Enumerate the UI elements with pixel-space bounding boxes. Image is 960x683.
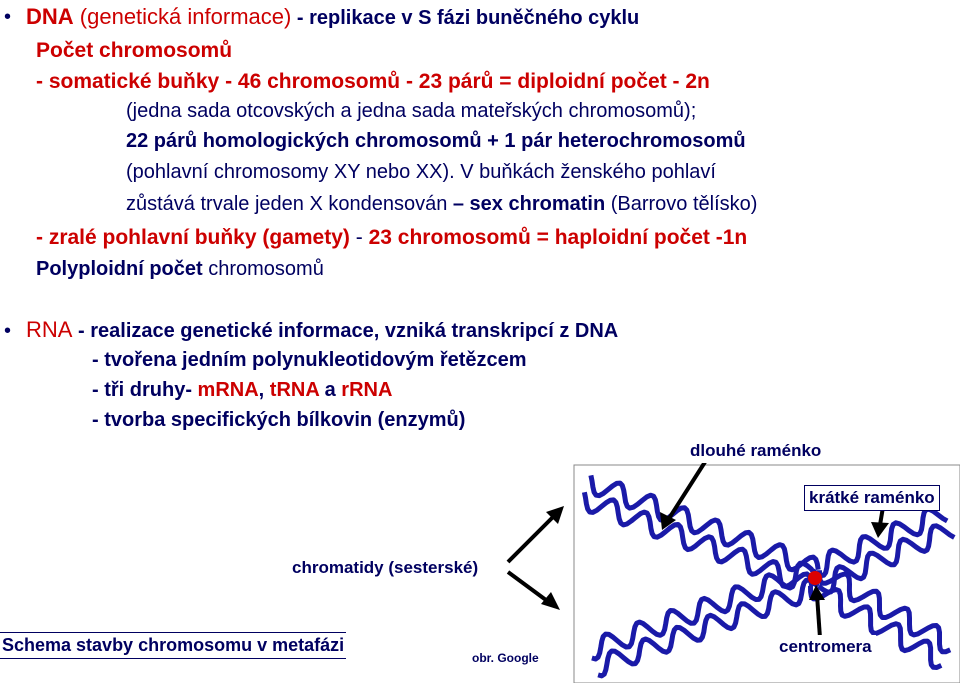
rna-title: RNA xyxy=(26,317,73,342)
comma: , xyxy=(258,379,270,401)
centromere-dot xyxy=(808,571,822,585)
centromere-label: centromera xyxy=(775,635,876,659)
trna-text: tRNA xyxy=(269,379,320,401)
figure-caption: Schema stavby chromosomu v metafázi xyxy=(0,632,346,659)
gametes-sep: - xyxy=(349,226,369,249)
female-cells-text: V buňkách ženského pohlaví xyxy=(454,161,716,183)
dna-title-rest: - replikace v S fázi buněčného cyklu xyxy=(291,7,640,29)
barr-body-text: (Barrovo tělísko) xyxy=(605,193,758,215)
and-text: a xyxy=(319,379,342,401)
chromatids-label: chromatidy (sesterské) xyxy=(288,556,482,580)
rna-types-label: - tři druhy- xyxy=(92,379,198,401)
somatic-count: - 46 chromosomů - 23 párů = diploidní počet - 2n xyxy=(219,70,710,93)
x-condensed-text: zůstává trvale jeden X kondensován xyxy=(126,193,453,215)
count-heading: Počet chromosomů xyxy=(36,39,233,62)
rna-title-rest: - realizace genetické informace, vzniká transkripcí z DNA xyxy=(72,320,619,342)
sex-chromosomes-text: (pohlavní chromosomy XY nebo XX). xyxy=(126,161,455,183)
chromatid-arrow-1 xyxy=(508,515,555,562)
dna-title-paren: (genetická informace) xyxy=(73,4,292,29)
dna-bullet: • xyxy=(4,6,12,28)
dna-title: DNA xyxy=(26,4,74,29)
parents-line: (jedna sada otcovských a jedna sada mateřských chromosomů); xyxy=(126,100,697,122)
rna-line-1: - tvořena jedním polynukleotidovým řetězcem xyxy=(92,349,527,371)
rna-line-3: - tvorba specifických bílkovin (enzymů) xyxy=(92,409,466,431)
gametes-label: - zralé pohlavní buňky (gamety) xyxy=(36,226,350,249)
sex-chromatin-text: sex chromatin xyxy=(464,193,606,215)
chromatid-arrow-2 xyxy=(508,572,550,603)
source-credit: obr. Google xyxy=(472,651,539,665)
gametes-count: 23 chromosomů = haploidní počet -1n xyxy=(368,226,748,249)
homologous-line: 22 párů homologických chromosomů + 1 pár heterochromosomů xyxy=(126,130,746,152)
chromatid-arrowhead-2 xyxy=(541,592,560,610)
dash: – xyxy=(452,193,464,215)
mrna-text: mRNA xyxy=(197,379,259,401)
long-arm-label: dlouhé raménko xyxy=(686,439,825,463)
polyploid-label: Polyploidní počet xyxy=(36,258,203,280)
short-arm-label: krátké raménko xyxy=(804,485,940,511)
rrna-text: rRNA xyxy=(341,379,393,401)
polyploid-rest: chromosomů xyxy=(202,258,324,280)
somatic-label: - somatické buňky xyxy=(36,70,220,93)
rna-bullet: • xyxy=(4,320,12,342)
